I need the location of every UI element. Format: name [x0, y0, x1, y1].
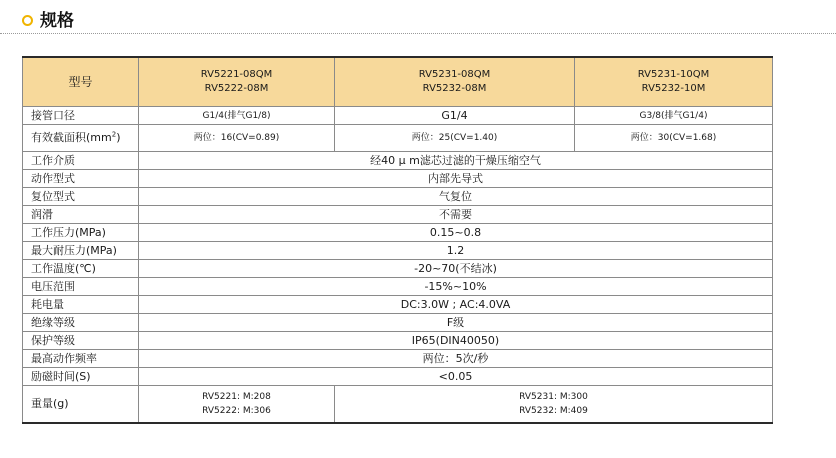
cell-value: 1.2 [139, 242, 773, 260]
cell-value: G1/4 [335, 107, 575, 125]
table-row [23, 188, 773, 206]
row-label: 最大耐压力(MPa) [23, 242, 139, 260]
table-row [23, 350, 773, 368]
table-row [23, 206, 773, 224]
model-name: RV5232-10M [641, 83, 706, 94]
cell-value: 两位：5次/秒 [139, 350, 773, 368]
row-label: 励磁时间(S) [23, 368, 139, 386]
cell-value: G3/8(排气G1/4) [575, 107, 773, 125]
row-label-text: 有效截面积(mm [31, 131, 112, 144]
cell-value: IP65(DIN40050) [139, 332, 773, 350]
row-label: 工作压力(MPa) [23, 224, 139, 242]
weight-entry: RV5232: M:409 [519, 406, 588, 416]
row-label: 重量(g) [23, 386, 139, 424]
model-name: RV5232-08M [422, 83, 487, 94]
row-label: 复位型式 [23, 188, 139, 206]
table-row [23, 260, 773, 278]
circle-bullet-icon [22, 15, 33, 26]
table-row [23, 170, 773, 188]
table-row [23, 224, 773, 242]
spec-table [22, 56, 773, 424]
table-row-weight [23, 386, 773, 424]
cell-value: -15%~10% [139, 278, 773, 296]
superscript: 2 [111, 130, 117, 139]
cell-value: <0.05 [139, 368, 773, 386]
section-divider [0, 33, 836, 34]
table-row [23, 368, 773, 386]
model-name: RV5231-08QM [418, 69, 491, 80]
cell-value: 经40 μ m滤芯过滤的干燥压缩空气 [139, 152, 773, 170]
cell-value: F级 [139, 314, 773, 332]
table-row [23, 152, 773, 170]
cell-value: 内部先导式 [139, 170, 773, 188]
row-label: 保护等级 [23, 332, 139, 350]
header-model-group-2 [335, 57, 575, 107]
weight-left [139, 386, 335, 424]
header-label-model: 型号 [23, 57, 139, 107]
row-label: 最高动作频率 [23, 350, 139, 368]
table-row [23, 107, 773, 125]
row-label: 耗电量 [23, 296, 139, 314]
row-label: 润滑 [23, 206, 139, 224]
row-label: 电压范围 [23, 278, 139, 296]
cell-value: G1/4(排气G1/8) [139, 107, 335, 125]
row-label: 工作温度(℃) [23, 260, 139, 278]
cell-value: 0.15~0.8 [139, 224, 773, 242]
table-row [23, 125, 773, 152]
weight-entry: RV5221: M:208 [202, 392, 271, 402]
weight-entry: RV5222: M:306 [202, 406, 271, 416]
header-model-group-1 [139, 57, 335, 107]
cell-value: 不需要 [139, 206, 773, 224]
row-label: 工作介质 [23, 152, 139, 170]
table-header-row [23, 57, 773, 107]
row-label [23, 125, 139, 152]
model-name: RV5231-10QM [637, 69, 710, 80]
cell-value: 两位：25(CV=1.40) [335, 125, 575, 152]
cell-value: DC:3.0W ; AC:4.0VA [139, 296, 773, 314]
header-model-group-3 [575, 57, 773, 107]
table-row [23, 314, 773, 332]
table-row [23, 332, 773, 350]
model-name: RV5221-08QM [200, 69, 273, 80]
cell-value: -20~70(不结冰) [139, 260, 773, 278]
section-header [0, 0, 836, 36]
row-label-text: ) [116, 131, 121, 144]
table-row [23, 242, 773, 260]
weight-entry: RV5231: M:300 [519, 392, 588, 402]
cell-value: 气复位 [139, 188, 773, 206]
table-row [23, 296, 773, 314]
row-label: 绝缘等级 [23, 314, 139, 332]
section-title: 规格 [40, 11, 74, 31]
row-label: 动作型式 [23, 170, 139, 188]
table-row [23, 278, 773, 296]
cell-value: 两位：16(CV=0.89) [139, 125, 335, 152]
model-name: RV5222-08M [204, 83, 269, 94]
row-label: 接管口径 [23, 107, 139, 125]
weight-right [335, 386, 773, 424]
cell-value: 两位：30(CV=1.68) [575, 125, 773, 152]
